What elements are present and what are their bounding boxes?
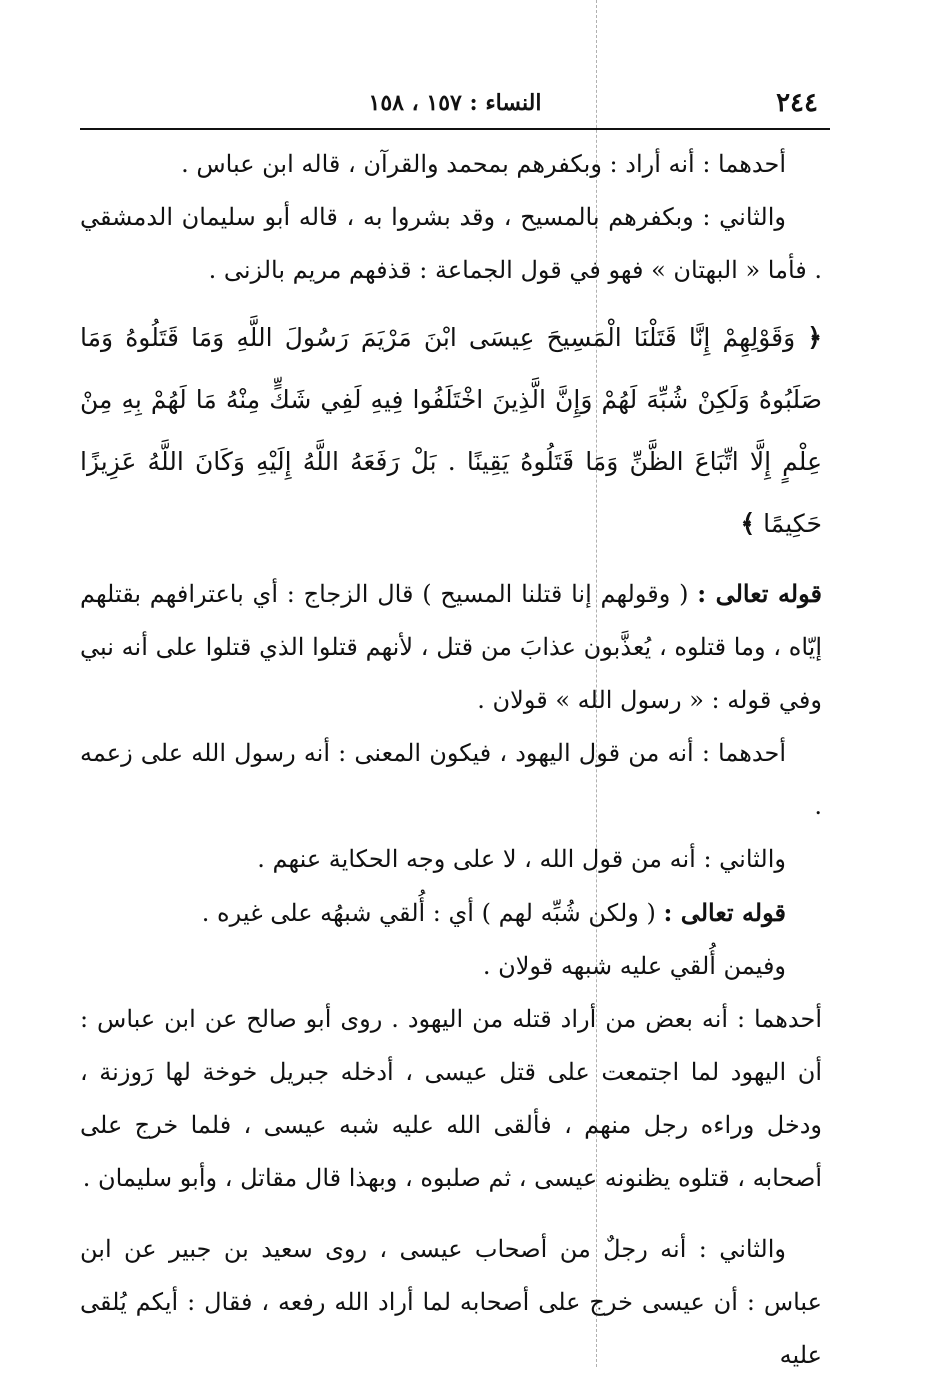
- quran-close-bracket: ﴾: [740, 509, 756, 538]
- header-rule: [80, 128, 830, 130]
- running-head: النساء : ١٥٧ ، ١٥٨: [368, 90, 542, 116]
- page-header: [80, 86, 830, 126]
- paragraph-7: وفيمن أُلقي عليه شبهه قولان .: [482, 952, 786, 980]
- paragraph-3-text: ( وقولهم إنا قتلنا المسيح ) قال الزجاج : أي باعترافهم بقتلهم إيّاه ، وما قتلوه ، يُعذَّبون عذابَ من قتل ، لأنهم قتلوا الذي قتلوا على أنه نبي وفي قوله : « رسول الله » قولان .: [80, 580, 822, 714]
- paragraph-6-text: ( ولكن شُبِّه لهم ) أي : أُلقي شبهُه على غيره .: [201, 899, 656, 927]
- paragraph-5: والثاني : أنه من قول الله ، لا على وجه الحكاية عنهم .: [257, 845, 786, 873]
- paragraph-1: أحدهما : أنه أراد : وبكفرهم بمحمد والقرآن ، قاله ابن عباس .: [181, 150, 786, 178]
- paragraph-9: والثاني : أنه رجلٌ من أصحاب عيسى ، روى سعيد بن جبير عن ابن عباس : أن عيسى خرج على أصحابه لما أراد الله رفعه ، فقال : أيكم يُلقى عليه: [80, 1235, 822, 1369]
- paragraph-3-lead: قوله تعالى :: [697, 579, 822, 608]
- paragraph-3: [80, 567, 822, 727]
- paragraph-6-lead: قوله تعالى :: [663, 898, 786, 927]
- paragraph-8: أحدهما : أنه بعض من أراد قتله من اليهود . روى أبو صالح عن ابن عباس : أن اليهود لما اجتمعت على قتل عيسى ، أدخله جبريل خوخة لها رَوزنة ، ودخل وراءه رجل منهم ، فألقى الله عليه شبه عيسى ، فلما خرج على أصحابه ، قتلوه يظنونه عيسى ، ثم صلبوه ، وبهذا قال مقاتل ، وأبو سليمان .: [80, 1005, 822, 1192]
- paragraph-4: أحدهما : أنه من قول اليهود ، فيكون المعنى : أنه رسول الله على زعمه .: [80, 739, 822, 820]
- paragraph-6: [80, 886, 822, 940]
- paragraph-2: والثاني : وبكفرهم بالمسيح ، وقد بشروا به ، قاله أبو سليمان الدمشقي . فأما « البهتان » فهو في قول الجماعة : قذفهم مريم بالزنى .: [80, 203, 822, 284]
- body-text: [80, 138, 822, 1382]
- quran-open-bracket: ﴿: [807, 323, 822, 352]
- quran-verse-text: وَقَوْلِهِمْ إِنَّا قَتَلْنَا الْمَسِيحَ عِيسَى ابْنَ مَرْيَمَ رَسُولَ اللَّهِ وَمَا قَتَلُوهُ وَمَا صَلَبُوهُ وَلَكِنْ شُبِّهَ لَهُمْ وَإِنَّ الَّذِينَ اخْتَلَفُوا فِيهِ لَفِي شَكٍّ مِنْهُ مَا لَهُمْ بِهِ مِنْ عِلْمٍ إِلَّا اتِّبَاعَ الظَّنِّ وَمَا قَتَلُوهُ يَقِينًا . بَلْ رَفَعَهُ اللَّهُ إِلَيْهِ وَكَانَ اللَّهُ عَزِيزًا حَكِيمًا: [80, 323, 822, 538]
- quran-verse: [80, 307, 822, 555]
- page-number: ٢٤٤: [776, 88, 818, 118]
